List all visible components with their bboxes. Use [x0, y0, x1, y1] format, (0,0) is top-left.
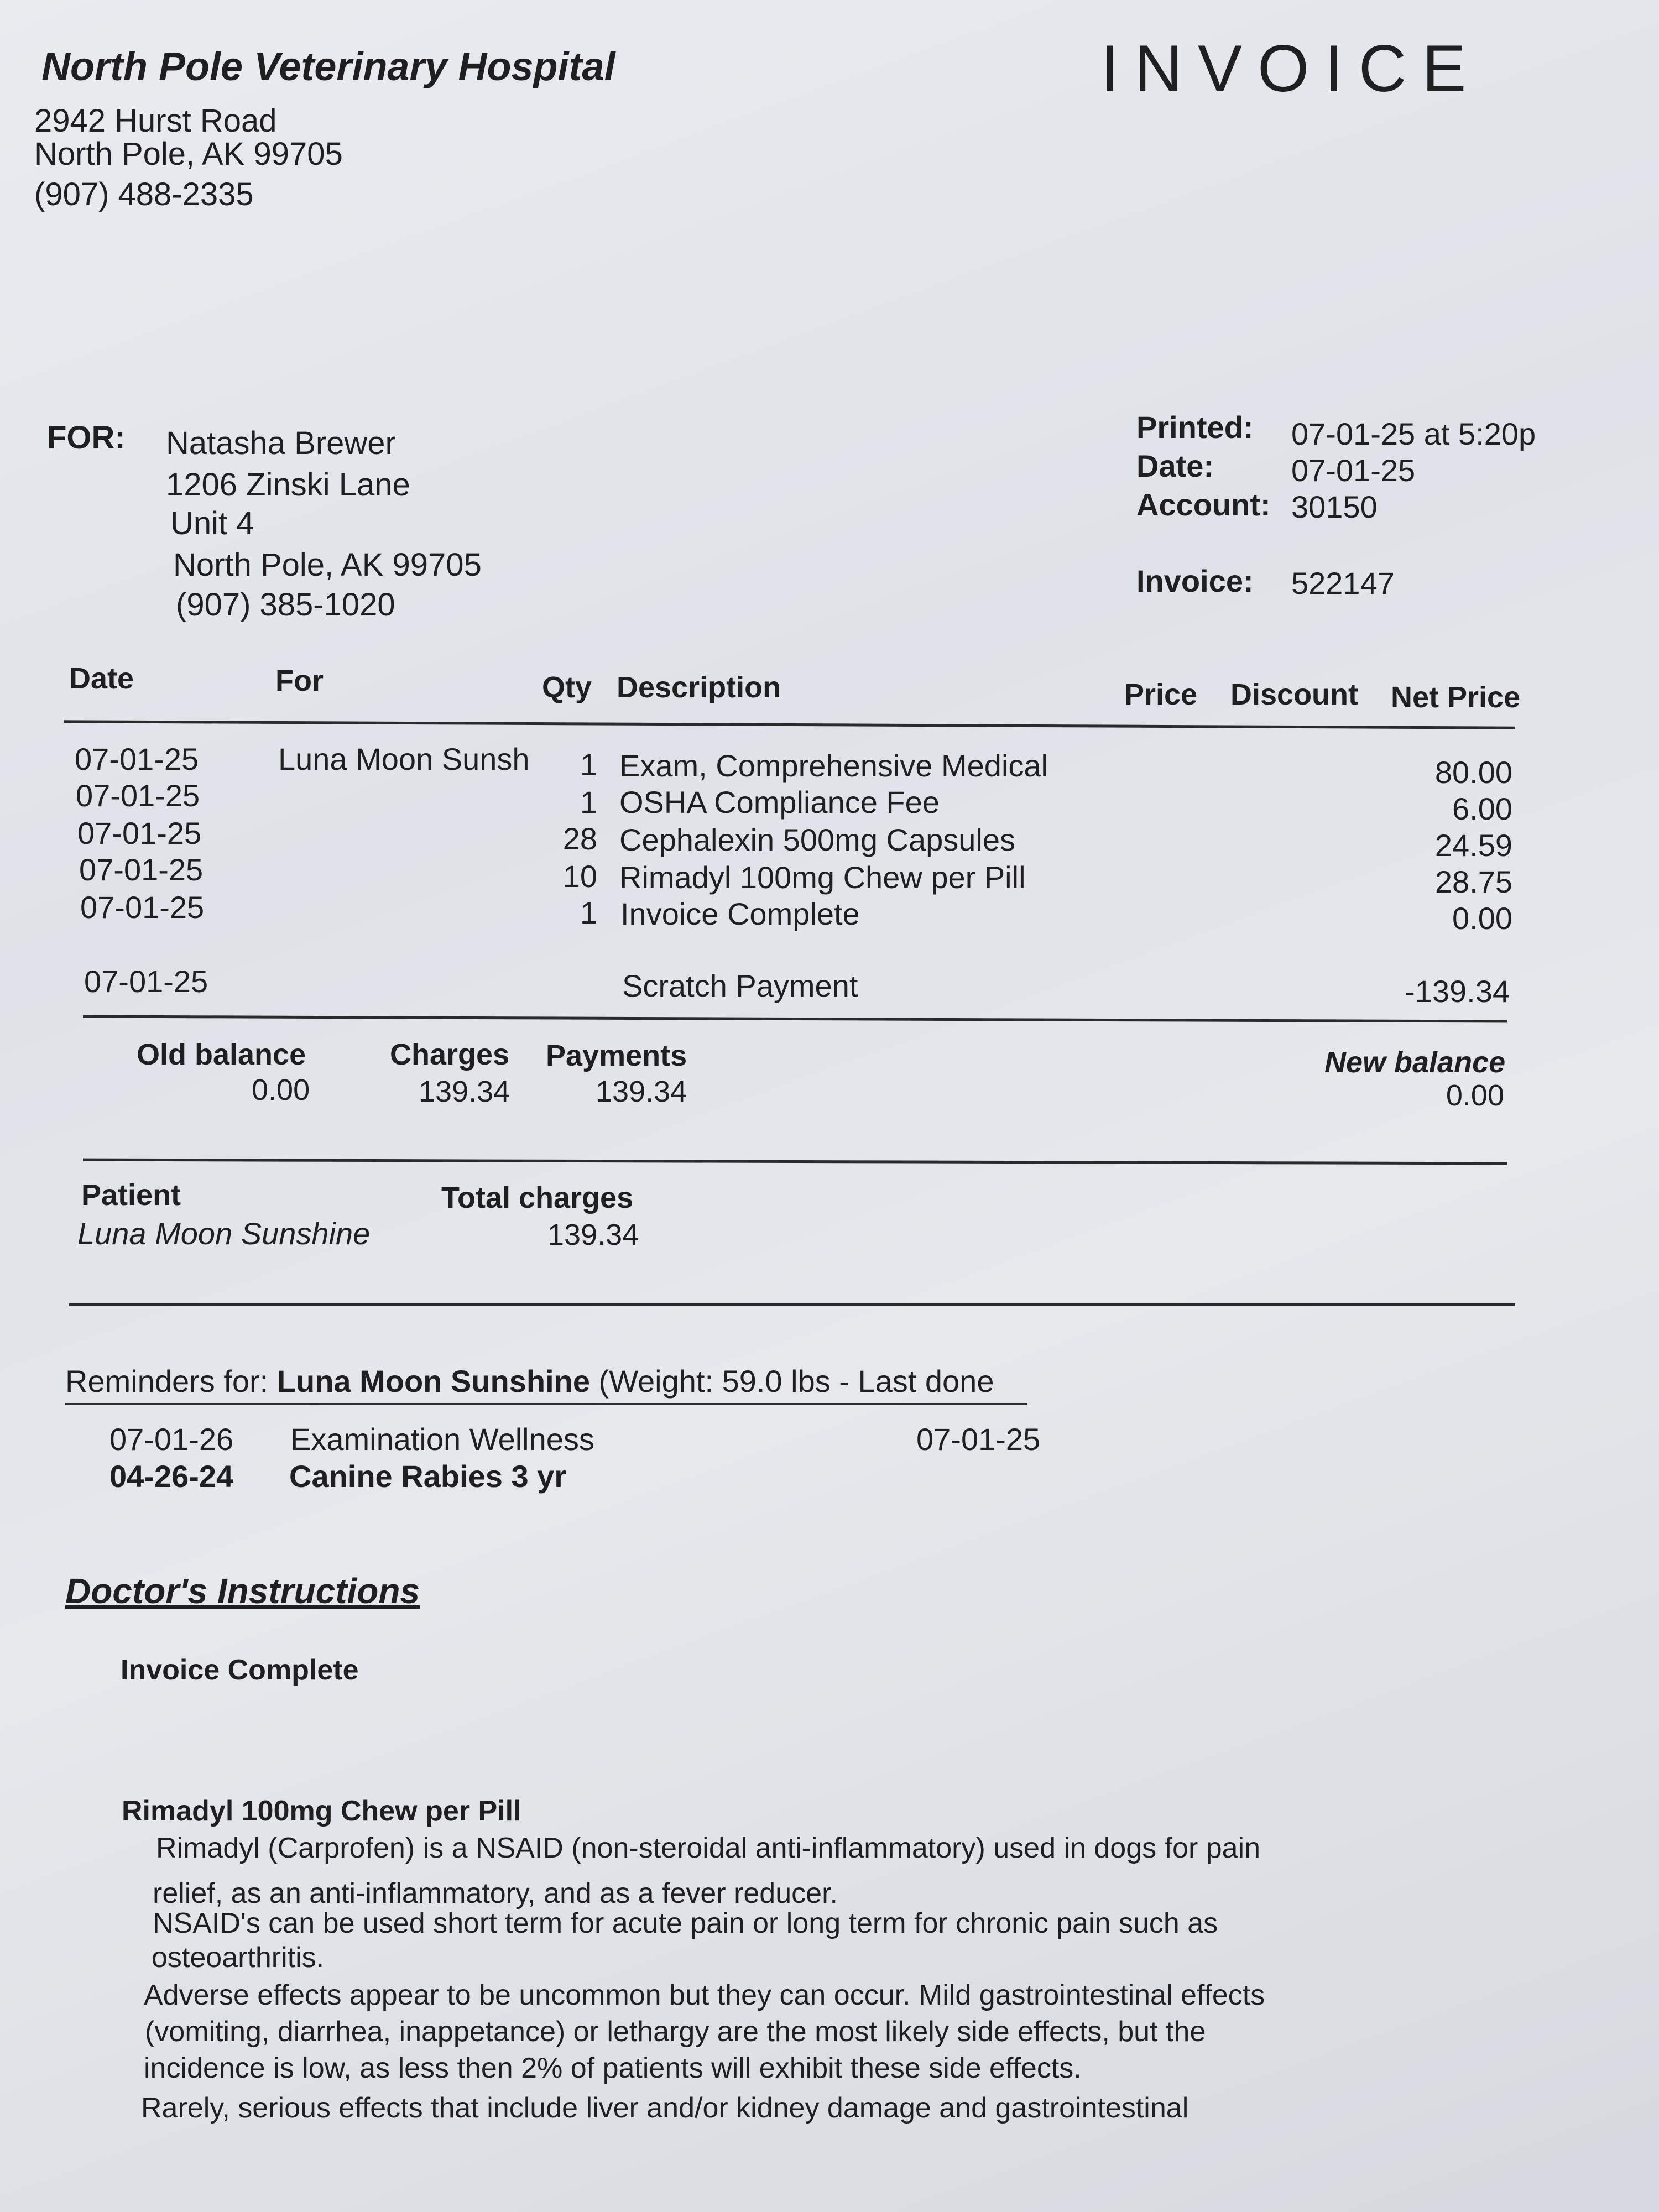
row-for: Luna Moon Sunsh: [278, 742, 530, 776]
patient-rule: [69, 1303, 1515, 1306]
payment-date: 07-01-25: [84, 964, 208, 999]
reminder-name: Canine Rabies 3 yr: [289, 1459, 567, 1494]
instruction-line: incidence is low, as less then 2% of patients will exhibit these side effects.: [144, 2052, 1082, 2084]
col-header-qty: Qty: [542, 671, 592, 704]
charges-value: 139.34: [419, 1075, 510, 1108]
reminders-rule: [65, 1403, 1027, 1405]
patient-label: Patient: [81, 1178, 181, 1212]
invoice-title: INVOICE: [1100, 32, 1482, 106]
bill-to-city: North Pole, AK 99705: [173, 547, 482, 583]
col-header-date: Date: [69, 662, 134, 695]
instruction-line: Rimadyl (Carprofen) is a NSAID (non-steroidal anti-inflammatory) used in dogs for pain: [156, 1832, 1261, 1864]
account-value: 30150: [1291, 489, 1378, 524]
reminders-prefix: Reminders for:: [65, 1364, 277, 1399]
bill-to-name: Natasha Brewer: [166, 425, 396, 461]
payments-label: Payments: [546, 1039, 687, 1072]
invoice-number: 522147: [1291, 566, 1395, 601]
old-balance-label: Old balance: [137, 1038, 306, 1071]
row-date: 07-01-25: [76, 778, 200, 813]
reminder-last-done: 07-01-25: [916, 1422, 1041, 1457]
row-description: Invoice Complete: [620, 896, 860, 931]
row-date: 07-01-25: [80, 890, 205, 925]
row-date: 07-01-25: [75, 742, 199, 776]
payment-amount: -139.34: [1405, 974, 1510, 1009]
col-header-discount: Discount: [1230, 678, 1359, 711]
hospital-address-line2: North Pole, AK 99705: [34, 136, 343, 172]
new-balance-value: 0.00: [1446, 1079, 1504, 1112]
payments-value: 139.34: [596, 1075, 687, 1108]
balances-rule: [83, 1159, 1507, 1165]
hospital-address-line1: 2942 Hurst Road: [34, 103, 277, 139]
instruction-line: osteoarthritis.: [152, 1942, 325, 1974]
items-rule: [83, 1015, 1507, 1023]
total-charges-label: Total charges: [441, 1181, 634, 1214]
instruction-line: (vomiting, diarrhea, inappetance) or lethargy are the most likely side effects, but the: [145, 2016, 1206, 2048]
col-header-net-price: Net Price: [1391, 681, 1521, 714]
date-label: Date:: [1136, 448, 1214, 483]
row-net-price: 0.00: [1452, 901, 1512, 936]
row-qty: 1: [580, 785, 597, 820]
row-qty: 1: [580, 747, 597, 782]
instruction-invoice-complete: Invoice Complete: [121, 1654, 359, 1686]
instruction-line: relief, as an anti-inflammatory, and as a fever reducer.: [153, 1877, 838, 1910]
invoice-label: Invoice:: [1136, 564, 1254, 598]
bill-to-street: 1206 Zinski Lane: [166, 467, 410, 503]
instruction-line: Adverse effects appear to be uncommon but they can occur. Mild gastrointestinal effects: [144, 1979, 1265, 2011]
row-net-price: 24.59: [1434, 828, 1512, 863]
row-description: Rimadyl 100mg Chew per Pill: [619, 860, 1026, 895]
instruction-line: NSAID's can be used short term for acute pain or long term for chronic pain such as: [153, 1907, 1218, 1939]
reminders-patient: Luna Moon Sunshine: [276, 1364, 590, 1399]
date-value: 07-01-25: [1291, 453, 1416, 488]
reminders-suffix: (Weight: 59.0 lbs - Last done: [589, 1364, 994, 1399]
col-header-for: For: [275, 664, 324, 697]
row-net-price: 28.75: [1434, 864, 1512, 899]
row-description: Exam, Comprehensive Medical: [619, 748, 1048, 783]
reminder-name: Examination Wellness: [290, 1422, 594, 1457]
bill-to-phone: (907) 385-1020: [176, 587, 395, 623]
printed-value: 07-01-25 at 5:20p: [1291, 416, 1536, 451]
row-qty: 10: [562, 859, 597, 894]
doctor-instructions-title: Doctor's Instructions: [65, 1571, 420, 1611]
charges-label: Charges: [390, 1038, 510, 1071]
old-balance-value: 0.00: [252, 1073, 310, 1107]
bill-to-unit: Unit 4: [170, 505, 254, 541]
row-description: Cephalexin 500mg Capsules: [619, 822, 1015, 857]
row-net-price: 6.00: [1452, 791, 1512, 826]
account-label: Account:: [1136, 487, 1271, 522]
row-description: OSHA Compliance Fee: [619, 785, 940, 820]
bill-to-label: FOR:: [47, 420, 126, 456]
instruction-line: Rarely, serious effects that include liver and/or kidney damage and gastrointestinal: [141, 2092, 1189, 2124]
row-qty: 1: [580, 895, 597, 930]
instruction-rimadyl-heading: Rimadyl 100mg Chew per Pill: [122, 1795, 521, 1827]
patient-name: Luna Moon Sunshine: [77, 1216, 371, 1251]
header-rule: [64, 720, 1515, 729]
payment-description: Scratch Payment: [622, 968, 858, 1003]
row-net-price: 80.00: [1434, 755, 1512, 790]
col-header-description: Description: [617, 671, 781, 704]
reminder-due-date: 04-26-24: [109, 1459, 234, 1494]
row-date: 07-01-25: [77, 816, 202, 851]
row-date: 07-01-25: [79, 852, 204, 887]
new-balance-label: New balance: [1324, 1046, 1506, 1079]
printed-label: Printed:: [1136, 410, 1254, 445]
reminders-heading: [65, 1363, 994, 1399]
hospital-name: North Pole Veterinary Hospital: [41, 45, 615, 89]
row-qty: 28: [562, 821, 597, 856]
reminder-due-date: 07-01-26: [109, 1422, 234, 1457]
col-header-price: Price: [1124, 678, 1198, 711]
hospital-phone: (907) 488-2335: [34, 176, 254, 212]
total-charges-value: 139.34: [547, 1218, 639, 1251]
